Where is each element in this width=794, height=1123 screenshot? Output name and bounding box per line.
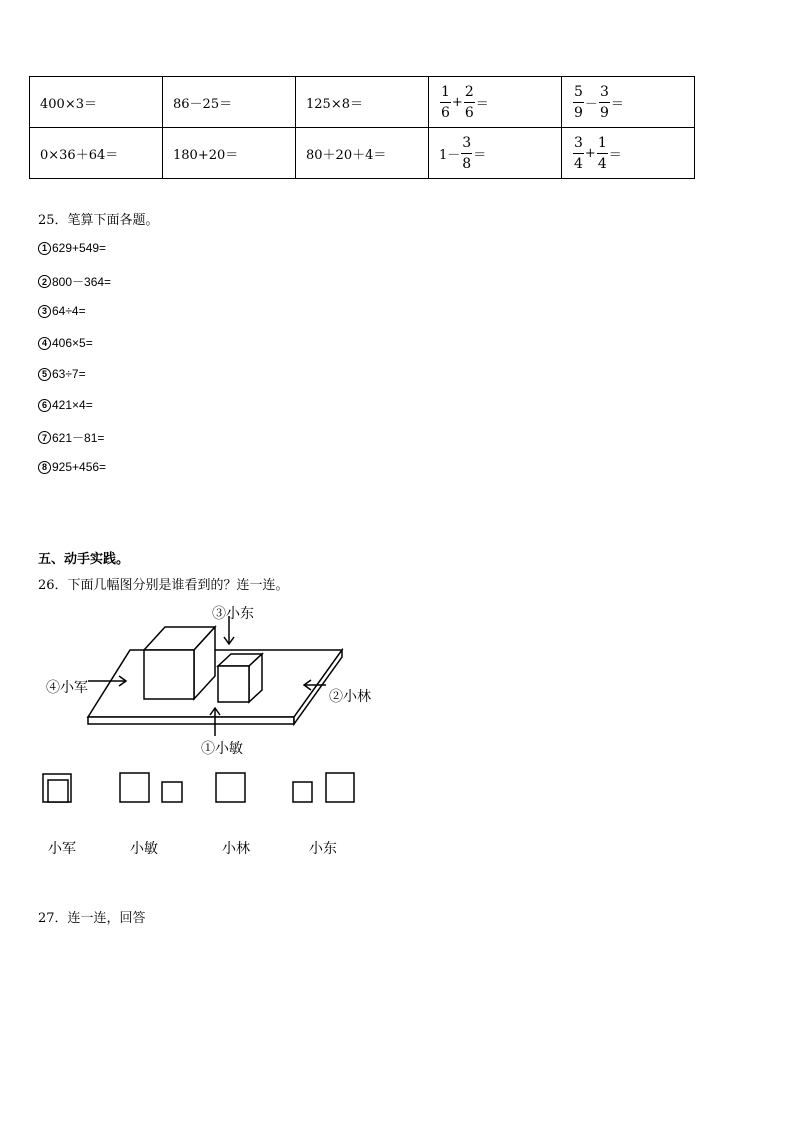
question-27-title: 27．连一连，回答 — [38, 911, 146, 926]
circled-number: 7 — [38, 431, 51, 444]
view-label: 小林 — [222, 841, 250, 857]
fraction: $\frac{3}{8}$ — [462, 134, 472, 172]
table-cell: 400×3＝ — [30, 77, 163, 128]
circled-number: 6 — [38, 399, 51, 412]
view-option-4-big — [326, 773, 354, 802]
view-option-1-inner — [48, 780, 68, 802]
expression: 421×4= — [52, 398, 93, 412]
table-row — [30, 77, 695, 128]
table-cell: 0×36＋64＝ — [30, 128, 163, 179]
label-top: ③小东 — [212, 606, 254, 622]
expression: 621－81= — [52, 431, 105, 445]
circled-number: 3 — [38, 305, 51, 318]
list-item — [38, 398, 93, 412]
table-cell: 1－ $\frac{3}{8}$ ＝ — [429, 128, 562, 179]
label-right: ②小林 — [329, 689, 371, 705]
list-item — [38, 336, 93, 350]
fraction: $\frac{3}{4}$ — [574, 134, 583, 172]
table-cell: 180+20＝ — [163, 128, 296, 179]
fraction: $\frac{2}{6}$ — [464, 83, 474, 121]
table-cell: 125×8＝ — [296, 77, 429, 128]
expression: 925+456= — [52, 460, 107, 474]
view-label: 小军 — [48, 841, 76, 857]
platform-front — [88, 717, 294, 724]
view-option-4-small — [293, 782, 312, 802]
fraction: $\frac{5}{9}$ — [574, 83, 583, 121]
fraction: $\frac{3}{9}$ — [599, 83, 609, 121]
fraction: $\frac{1}{6}$ — [441, 83, 450, 121]
table-cell: $\frac{3}{4}$ + $\frac{1}{4}$ ＝ — [562, 128, 695, 179]
question-25-title: 25．笔算下面各题。 — [38, 213, 159, 228]
view-label: 小敏 — [130, 841, 158, 857]
label-left: ④小军 — [46, 680, 88, 696]
view-option-2-small — [162, 782, 182, 802]
circled-number: 4 — [38, 337, 51, 350]
section-5-title: 五、动手实践。 — [38, 552, 130, 567]
view-label: 小东 — [309, 841, 337, 857]
list-item — [38, 304, 86, 318]
circled-number: 8 — [38, 461, 51, 474]
label-front: ①小敏 — [201, 741, 243, 757]
table-cell: 86－25＝ — [163, 77, 296, 128]
small-cube-front — [218, 666, 249, 702]
view-option-3 — [216, 773, 245, 802]
oral-calc-table — [29, 76, 695, 179]
expression: 406×5= — [52, 336, 93, 350]
circled-number: 2 — [38, 275, 51, 288]
circled-number: 1 — [38, 242, 51, 255]
expression: 629+549= — [52, 241, 107, 255]
question-26-title: 26．下面几幅图分别是谁看到的？连一连。 — [38, 578, 289, 593]
fraction: $\frac{1}{4}$ — [597, 134, 607, 172]
table-cell: $\frac{5}{9}$ － $\frac{3}{9}$ ＝ — [562, 77, 695, 128]
list-item — [38, 241, 106, 255]
expression: 64÷4= — [52, 304, 86, 318]
table-cell: $\frac{1}{6}$ + $\frac{2}{6}$ ＝ — [429, 77, 562, 128]
list-item — [38, 273, 111, 290]
list-item — [38, 460, 106, 474]
expression: 63÷7= — [52, 367, 86, 381]
expression: 800－364= — [52, 275, 112, 289]
views-figure — [38, 600, 378, 812]
table-row — [30, 128, 695, 179]
list-item — [38, 367, 86, 381]
big-cube-front — [144, 650, 194, 699]
view-option-2-big — [120, 773, 149, 802]
circled-number: 5 — [38, 368, 51, 381]
table-cell: 80＋20＋4＝ — [296, 128, 429, 179]
list-item — [38, 429, 104, 446]
